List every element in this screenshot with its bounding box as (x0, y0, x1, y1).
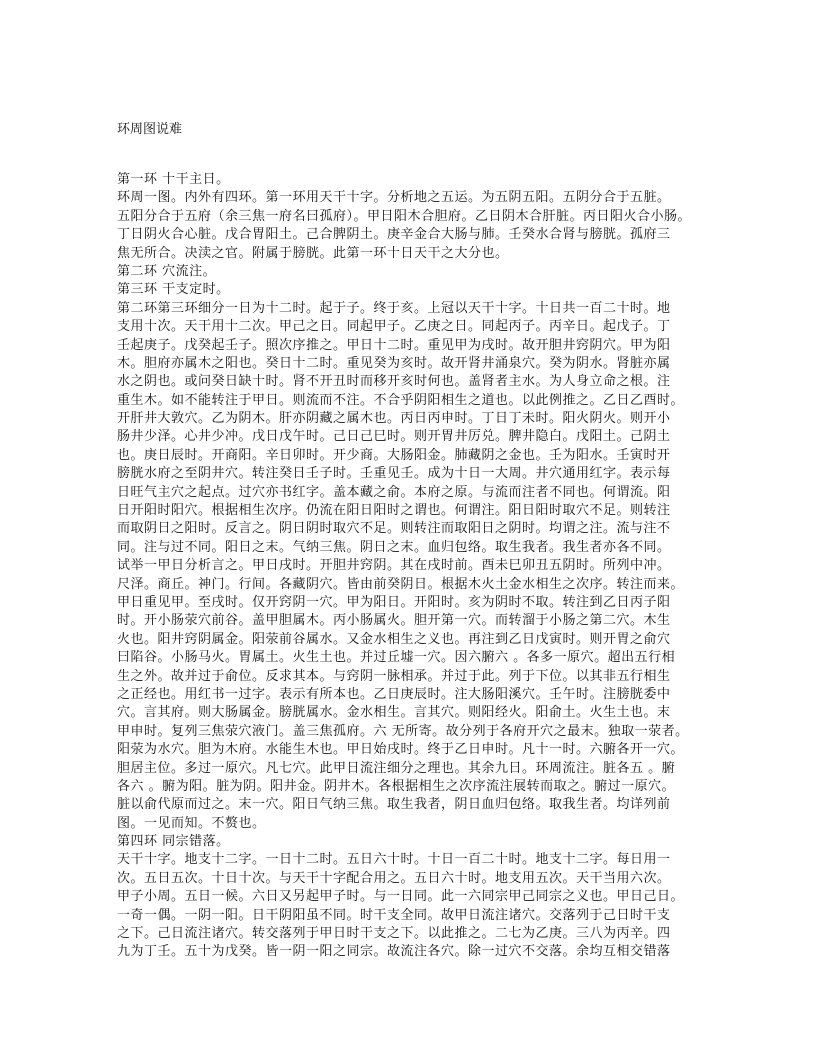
text-line: 试举一甲日分析言之。甲日戌时。开胆井窍阴。其在戌时前。酉未巳卯丑五阴时。所列中冲。 (117, 558, 671, 574)
text-line: 各六 。腑为阳。脏为阴。阳井金。阴井木。各根据相生之次序流注展转而取之。腑过一原穴。 (117, 778, 676, 794)
text-line: 曰陷谷。小肠马火。胃属土。火生土也。并过丘墟一穴。因六腑六 。各多一原穴。超出五行相 (117, 650, 676, 666)
text-line: 膀胱水府之至阴井穴。转注癸日壬子时。壬重见壬。成为十日一大周。井穴通用红字。表示每 (117, 466, 671, 482)
document-body (117, 171, 707, 962)
text-line: 肠井少泽。心井少冲。戊日戊午时。己日己巳时。则开胃井厉兑。脾井隐白。戊阳土。己阴土 (117, 429, 671, 445)
section-heading: 第三环 干支定时。 (117, 282, 230, 298)
text-line: 水之阴也。或问癸日缺十时。肾不开丑时而移开亥时何也。盖肾者主水。为人身立命之根。注 (117, 374, 671, 390)
text-line: 九为丁壬。五十为戊癸。皆一阴一阳之同宗。故流注各穴。除一过穴不交落。余均互相交错落 (117, 944, 671, 960)
text-line: 开肝井大敦穴。乙为阴木。肝亦阴藏之属木也。丙日丙申时。丁日丁未时。阳火阴火。则开小 (117, 411, 671, 427)
text-line: 焦无所合。决渎之官。附属于膀胱。此第一环十日天干之大分也。 (117, 245, 509, 261)
text-line: 甲日重见甲。至戌时。仅开窍阴一穴。甲为阳日。开阳时。亥为阴时不取。转注到乙日丙子阳 (117, 594, 671, 610)
text-line: 胆居主位。多过一原穴。凡七穴。此甲日流注细分之理也。其余九日。环周流注。脏各五 。腑 (117, 760, 676, 776)
text-line: 重生木。如不能转注于甲日。则流而不注。不合乎阴阳相生之道也。以此例推之。乙日乙酉时。 (117, 392, 685, 408)
text-line: 阳荥为水穴。胆为木府。水能生木也。甲日始戌时。终于乙日申时。凡十一时。六腑各开一穴。 (117, 742, 685, 758)
text-line: 环周一图。内外有四环。第一环用天干十字。分析地之五运。为五阴五阳。五阴分合于五脏。 (117, 190, 671, 206)
text-line: 丁日阴火合心脏。戊合胃阳土。己合脾阴土。庚辛金合大肠与肺。壬癸水合肾与膀胱。孤府三 (117, 227, 671, 243)
text-line: 日开阳时阳穴。根据相生次序。仍流在阳日阳时之谓也。何谓注。阳日阳时取穴不足。则转注 (117, 503, 671, 519)
section-heading: 第二环 穴流注。 (117, 263, 217, 279)
text-line: 同。注与过不同。阳日之末。气纳三焦。阴日之末。血归包络。取生我者。我生者亦各不同。 (117, 539, 671, 555)
text-line: 火也。阳井窍阴属金。阳荥前谷属水。又金水相生之义也。再注到乙日戊寅时。则开胃之俞穴 (117, 631, 671, 647)
text-line: 甲子小周。五日一候。六日又另起甲子时。与一日同。此一六同宗甲己同宗之义也。甲日己日。 (117, 889, 685, 905)
text-line: 生之外。故并过于俞位。反求其本。与窍阴一脉相承。并过于此。列于下位。以其非五行相生 (117, 668, 671, 684)
text-line: 脏以俞代原而过之。末一穴。阳日气纳三焦。取生我者，阴日血归包络。取我生者。均详列前 (117, 797, 671, 813)
text-line: 天干十字。地支十二字。一日十二时。五日六十时。十日一百二十时。地支十二字。每日用一 (117, 852, 671, 868)
text-line: 支用十次。天干用十二次。甲己之日。同起甲子。乙庚之日。同起丙子。丙辛日。起戊子。丁 (117, 319, 671, 335)
text-line: 穴。言其府。则大肠属金。膀胱属水。金水相生。言其穴。则阳经火。阳俞土。火生土也。末 (117, 705, 671, 721)
text-line: 第二环第三环细分一日为十二时。起于子。终于亥。上冠以天干十字。十日共一百二十时。地 (117, 300, 671, 316)
text-line: 图。一见而知。不赘也。 (117, 815, 266, 831)
text-line: 壬起庚子。戊癸起壬子。照次序推之。甲日十二时。重见甲为戌时。故开胆井窍阴穴。甲为阳 (117, 337, 671, 353)
section-heading: 第四环 同宗错落。 (117, 834, 230, 850)
text-line: 木。胆府亦属木之阳也。癸日十二时。重见癸为亥时。故开肾井涌泉穴。癸为阴水。肾脏亦属 (117, 355, 671, 371)
text-line: 日旺气主穴之起点。过穴亦书红字。盖本藏之俞。本府之原。与流而注者不同也。何谓流。阳 (117, 484, 671, 500)
text-line: 一奇一偶。一阴一阳。日干阴阳虽不同。时干支全同。故甲日流注诸穴。交落列于己日时干支 (117, 907, 671, 923)
section-heading: 第一环 十干主日。 (117, 172, 230, 187)
text-line: 也。庚日辰时。开商阳。辛日卯时。开少商。大肠阳金。肺藏阴之金也。壬为阳水。壬寅时开 (117, 447, 671, 463)
text-line: 尺泽。商丘。神门。行间。各藏阴穴。皆由前癸阴日。根据木火土金水相生之次序。转注而来。 (117, 576, 685, 592)
text-line: 时。开小肠荥穴前谷。盖甲胆属木。丙小肠属火。胆开第一穴。而转溜于小肠之第二穴。木生 (117, 613, 671, 629)
text-line: 之下。己日流注诸穴。转交落列于甲日时干支之下。以此推之。二七为乙庚。三八为丙辛。四 (117, 926, 671, 942)
text-line: 而取阴日之阳时。反言之。阴日阴时取穴不足。则转注而取阳日之阴时。均谓之注。流与注不 (117, 521, 671, 537)
text-line: 五阳分合于五府（余三焦一府名曰孤府）。甲日阳木合胆府。乙日阴木合肝脏。丙日阳火合小肠。 (117, 208, 692, 224)
text-line: 甲申时。复列三焦荥穴液门。盖三焦孤府。六 无所寄。故分列于各府开穴之最末。独取一荥者。 (117, 723, 689, 739)
text-line: 之正经也。用红书一过字。表示有所本也。乙日庚辰时。注大肠阳溪穴。壬午时。注膀胱委中 (117, 686, 671, 702)
document-title: 环周图说难 (117, 122, 183, 137)
text-line: 次。五日五次。十日十次。与天干十字配合用之。五日六十时。地支用五次。天干当用六次。 (117, 870, 671, 886)
